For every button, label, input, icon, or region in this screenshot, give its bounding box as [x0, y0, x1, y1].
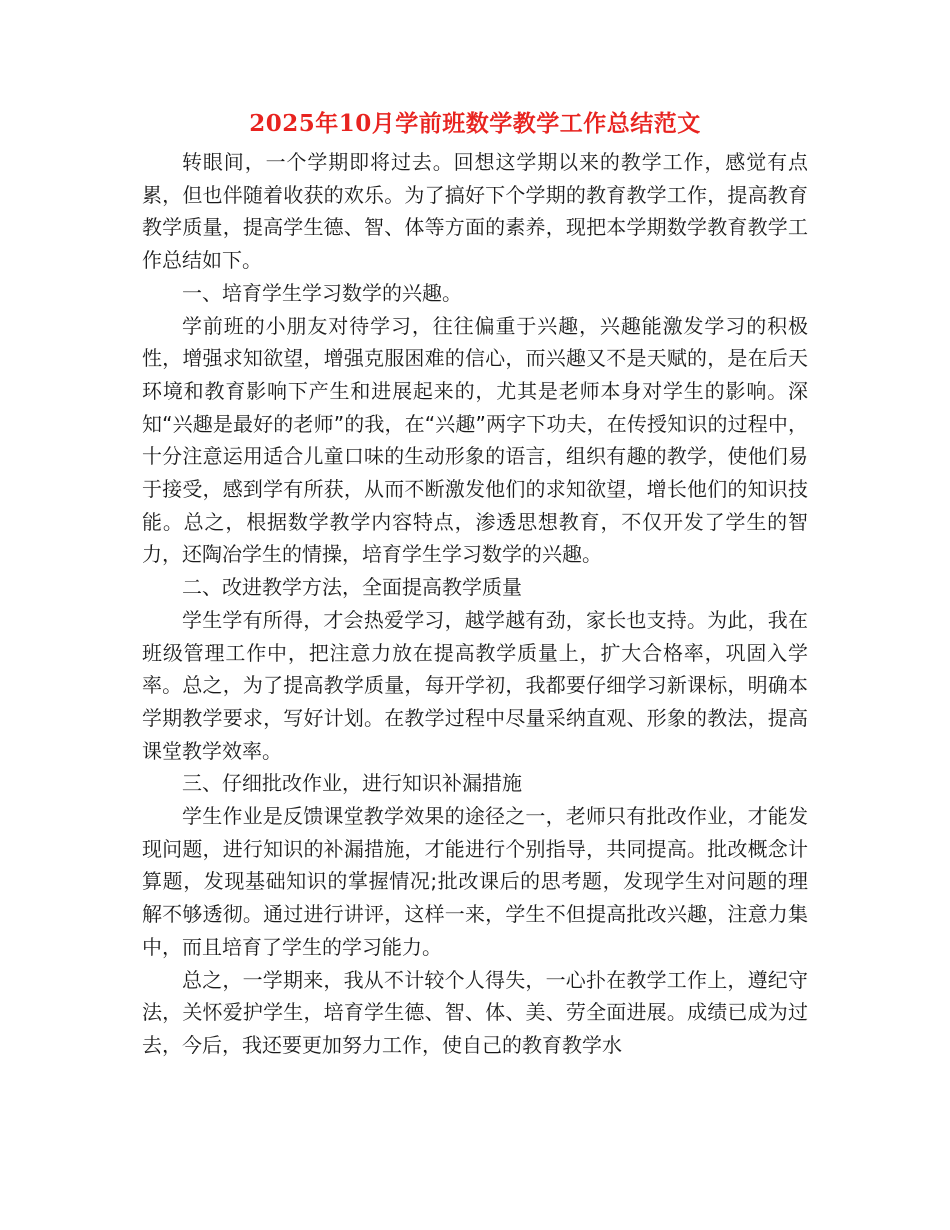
document-title: 2025年10月学前班数学教学工作总结范文	[249, 110, 701, 137]
paragraph-section-2: 学生学有所得，才会热爱学习，越学越有劲，家长也支持。为此，我在班级管理工作中，把注意力放在提高教学质量上，扩大合格率，巩固入学率。总之，为了提高教学质量，每开学初，我都要仔细学习新课标，明确本学期教学要求，写好计划。在教学过程中尽量采纳直观、形象的教法，提高课堂教学效率。	[142, 607, 808, 763]
paragraph-intro: 转眼间，一个学期即将过去。回想这学期以来的教学工作，感觉有点累，但也伴随着收获的欢乐。为了搞好下个学期的教育教学工作，提高教育教学质量，提高学生德、智、体等方面的素养，现把本学期数学教育教学工作总结如下。	[142, 150, 808, 273]
document-body	[142, 146, 808, 1062]
section-heading-3: 三、仔细批改作业，进行知识补漏措施	[182, 771, 522, 796]
paragraph-section-1: 学前班的小朋友对待学习，往往偏重于兴趣，兴趣能激发学习的积极性，增强求知欲望，增强克服困难的信心，而兴趣又不是天赋的，是在后天环境和教育影响下产生和进展起来的，尤其是老师本身对学生的影响。深知“兴趣是最好的老师”的我，在“兴趣”两字下功夫，在传授知识的过程中，十分注意运用适合儿童口味的生动形象的语言，组织有趣的教学，使他们易于接受，感到学有所获，从而不断激发他们的求知欲望，增长他们的知识技能。总之，根据数学教学内容特点，渗透思想教育，不仅开发了学生的智力，还陶冶学生的情操，培育学生学习数学的兴趣。	[142, 313, 808, 567]
section-heading-1: 一、培育学生学习数学的兴趣。	[182, 280, 462, 305]
paragraph-conclusion: 总之，一学期来，我从不计较个人得失，一心扑在教学工作上，遵纪守法，关怀爱护学生，培育学生德、智、体、美、劳全面进展。成绩已成为过去，今后，我还要更加努力工作，使自己的教育教学水	[142, 967, 808, 1057]
section-heading-2: 二、改进教学方法，全面提高教学质量	[182, 575, 522, 600]
paragraph-section-3: 学生作业是反馈课堂教学效果的途径之一，老师只有批改作业，才能发现问题，进行知识的补漏措施，才能进行个别指导，共同提高。批改概念计算题，发现基础知识的掌握情况;批改课后的思考题，发现学生对问题的理解不够透彻。通过进行讲评，这样一来，学生不但提高批改兴趣，注意力集中，而且培育了学生的学习能力。	[142, 804, 808, 959]
